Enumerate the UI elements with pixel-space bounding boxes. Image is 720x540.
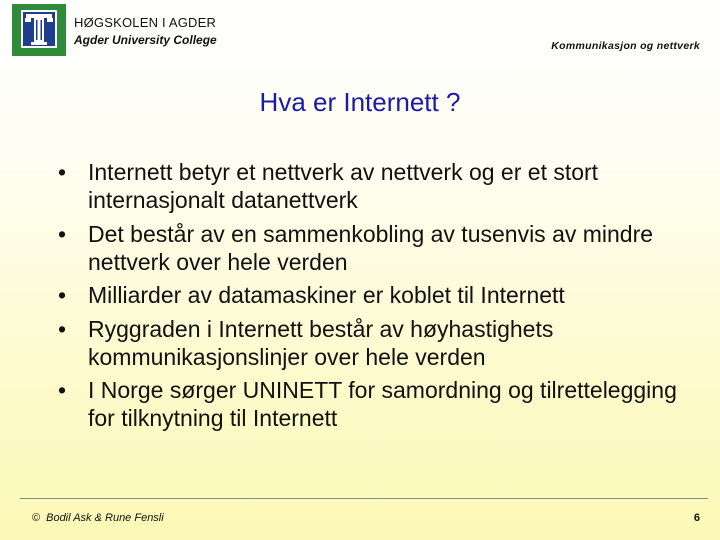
school-name: HØGSKOLEN I AGDER — [74, 15, 217, 30]
bullet-text: Det består av en sammenkobling av tusenvis av mindre nettverk over hele verden — [88, 220, 654, 275]
copyright-symbol: © — [32, 512, 41, 524]
bullet-text: I Norge sørger UNINETT for samordning og tilrettelegging for tilknytning til Internett — [88, 377, 677, 431]
bullet-icon: • — [58, 377, 67, 403]
bullet-item — [56, 281, 706, 309]
footer-divider — [20, 498, 708, 499]
bullet-text: Milliarder av datamaskiner er koblet til Internett — [88, 282, 565, 308]
footer-authors: Bodil Ask & Rune Fensli — [46, 512, 164, 524]
page-number: 6 — [693, 512, 700, 524]
bullet-icon: • — [58, 282, 67, 308]
bullet-icon: • — [58, 159, 67, 185]
pillar-logo-icon — [12, 4, 66, 56]
school-name-english: Agder University College — [74, 33, 217, 47]
bullet-icon: • — [58, 220, 67, 247]
bullet-item — [56, 376, 706, 432]
bullet-text: Ryggraden i Internett består av høyhastighets kommunikasjonslinjer over hele verden — [88, 315, 554, 370]
slide-title: Hva er Internett ? — [259, 87, 461, 117]
bullet-list — [56, 158, 706, 438]
bullet-item — [56, 315, 706, 371]
course-name: Kommunikasjon og nettverk — [551, 40, 700, 52]
footer-credits — [32, 512, 164, 524]
bullet-text: Internett betyr et nettverk av nettverk og er et stort internasjonalt datanettverk — [88, 159, 599, 213]
bullet-item — [56, 220, 706, 276]
bullet-item — [56, 158, 706, 214]
bullet-icon: • — [58, 315, 67, 342]
